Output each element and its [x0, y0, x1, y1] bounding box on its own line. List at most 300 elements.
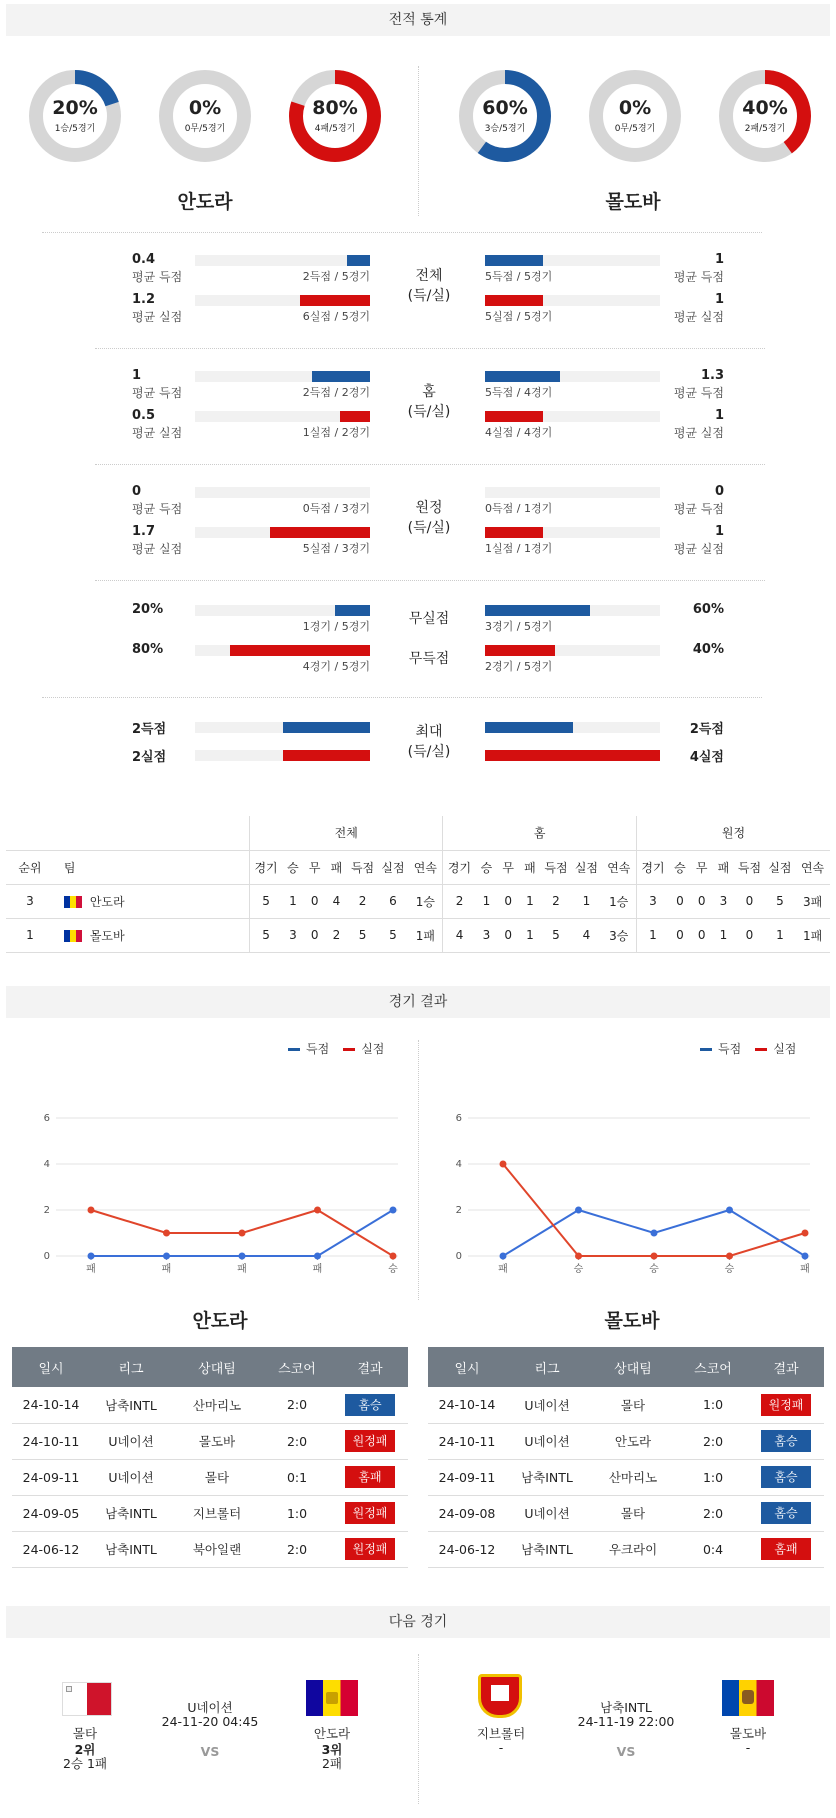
- results-league: 남축INTL: [90, 1387, 172, 1423]
- right-bar-fill: [485, 750, 660, 761]
- standings-cell: 1: [571, 884, 601, 918]
- next-section-title: 다음 경기: [6, 1606, 830, 1638]
- stat-divider: [42, 697, 762, 698]
- right-stat-detail: 0득점 / 1경기: [485, 502, 553, 515]
- standings-cell: 1: [519, 884, 541, 918]
- standings-cell: 1: [476, 884, 498, 918]
- standings-column-header: 연속: [602, 850, 637, 884]
- x-tick-label: 승: [724, 1264, 735, 1275]
- standings-column-header: 경기: [250, 850, 283, 884]
- stat-divider: [95, 348, 765, 349]
- results-date: 24-10-14: [428, 1387, 506, 1423]
- standings-team-name: 안도라: [89, 894, 125, 909]
- next-divider: [418, 1654, 419, 1804]
- malta-flag-icon: [62, 1682, 112, 1716]
- left-stat-value: 1.2: [132, 292, 156, 307]
- left-stat-value: 0.5: [132, 408, 156, 423]
- standings-cell: 6: [378, 884, 408, 918]
- left-stat-value: 1: [132, 368, 142, 383]
- standings-column-header: 승: [476, 850, 498, 884]
- next-home-team: 몰타: [72, 1726, 98, 1741]
- left-stat-detail: 6실점 / 5경기: [302, 310, 370, 323]
- data-point: [88, 1207, 95, 1214]
- right-bar-fill: [485, 371, 560, 382]
- right-stat-label: 평균 득점: [673, 502, 724, 516]
- standings-cell: 3패: [795, 884, 830, 918]
- results-score: 2:0: [262, 1387, 332, 1423]
- standings-cell: 5: [250, 884, 283, 918]
- left-stat-value: 0: [132, 484, 142, 499]
- right-bar-fill: [485, 411, 543, 422]
- chart-team-name: 안도라: [192, 1310, 248, 1332]
- left-max-value: 2실점: [132, 750, 167, 765]
- results-score: 2:0: [262, 1531, 332, 1567]
- x-tick-label: 승: [388, 1264, 398, 1275]
- right-bar-track: [485, 487, 660, 498]
- data-point: [314, 1253, 321, 1260]
- standings-cell: 5: [347, 918, 377, 952]
- right-team-name: 몰도바: [605, 191, 661, 213]
- chart-team-name: 몰도바: [604, 1310, 660, 1332]
- results-outcome: [332, 1387, 408, 1423]
- stat-divider: [95, 580, 765, 581]
- standings-group-header: 홈: [443, 816, 636, 850]
- standings-cell: 1패: [408, 918, 443, 952]
- results-row[interactable]: [12, 1495, 408, 1531]
- results-score: 1:0: [678, 1387, 748, 1423]
- left-clean-detail: 1경기 / 5경기: [302, 620, 370, 633]
- data-point: [575, 1253, 582, 1260]
- right-stat-label: 평균 실점: [673, 542, 724, 556]
- y-tick-label: 0: [43, 1251, 50, 1262]
- results-row[interactable]: [12, 1387, 408, 1423]
- x-tick-label: 승: [573, 1264, 584, 1275]
- left-team-name: 안도라: [177, 191, 233, 213]
- next-home-record: 2승 1패: [62, 1756, 108, 1771]
- left-bar-fill: [283, 722, 371, 733]
- right-bar-fill: [485, 722, 573, 733]
- stat-divider: [42, 232, 762, 233]
- right-max-value: 4실점: [689, 750, 724, 765]
- results-league: 남축INTL: [506, 1531, 588, 1567]
- stat-category-line: 원정: [415, 500, 443, 516]
- result-badge: 홈승: [761, 1502, 811, 1524]
- results-opponent: 몰타: [588, 1387, 678, 1423]
- next-home-team: 지브롤터: [476, 1726, 526, 1741]
- results-column-header: 스코어: [262, 1347, 332, 1387]
- data-point: [500, 1161, 507, 1168]
- team-divider: [418, 66, 419, 216]
- right-results-table: [428, 1347, 824, 1568]
- data-point: [802, 1253, 809, 1260]
- line-chart: [420, 1104, 820, 1294]
- standings-column-header: 득점: [347, 850, 377, 884]
- standings-cell: 1패: [795, 918, 830, 952]
- standings-cell: 0: [669, 884, 691, 918]
- results-outcome: [748, 1459, 824, 1495]
- results-opponent: 몰타: [172, 1459, 262, 1495]
- donut-caption: 0무/5경기: [184, 124, 226, 134]
- left-bar-fill: [270, 527, 370, 538]
- legend-conceded: [755, 1042, 796, 1056]
- donut-percent: 40%: [742, 97, 788, 119]
- standings-cell: 5: [541, 918, 571, 952]
- max-category-line: 최대: [415, 724, 443, 740]
- donut-caption: 0무/5경기: [614, 124, 656, 134]
- left-stat-value: 1.7: [132, 524, 156, 539]
- stat-category: [399, 382, 459, 422]
- results-league: U네이션: [506, 1495, 588, 1531]
- y-tick-label: 6: [455, 1113, 462, 1124]
- left-bar-fill: [340, 411, 370, 422]
- standings-cell: 0: [691, 884, 713, 918]
- y-tick-label: 4: [43, 1159, 50, 1170]
- standings-column-header: 무: [304, 850, 326, 884]
- right-stat-detail: 5득점 / 4경기: [485, 386, 553, 399]
- standings-row: [6, 884, 830, 918]
- standings-team[interactable]: [54, 918, 250, 952]
- left-stat-label: 평균 득점: [132, 502, 183, 516]
- standings-column-header: 실점: [765, 850, 795, 884]
- stat-category: [399, 266, 459, 306]
- next-away-record: -: [745, 1740, 751, 1755]
- x-tick-label: 패: [237, 1264, 247, 1275]
- standings-cell: 5: [378, 918, 408, 952]
- standings-cell: 1: [713, 918, 735, 952]
- results-header-row: [428, 1347, 824, 1387]
- legend-conceded-swatch: [343, 1048, 355, 1051]
- results-row[interactable]: [428, 1495, 824, 1531]
- left-stat-label: 평균 득점: [132, 270, 183, 284]
- results-opponent: 북아일랜: [172, 1531, 262, 1567]
- donut-percent: 60%: [482, 97, 528, 119]
- standings-cell: 5: [250, 918, 283, 952]
- right-stat-label: 평균 실점: [673, 426, 724, 440]
- standings-cell: 0: [734, 884, 764, 918]
- results-date: 24-09-11: [428, 1459, 506, 1495]
- left-stat-detail: 2득점 / 5경기: [302, 270, 370, 283]
- standings-column-header: 실점: [378, 850, 408, 884]
- standings-cell: 0: [691, 918, 713, 952]
- right-stat-value: 1: [714, 292, 724, 307]
- results-row[interactable]: [428, 1459, 824, 1495]
- standings-team-name: 몰도바: [89, 928, 125, 943]
- standings-cell: 0: [669, 918, 691, 952]
- y-tick-label: 2: [455, 1205, 462, 1216]
- standings-cell: 2: [541, 884, 571, 918]
- left-stat-detail: 1실점 / 2경기: [302, 426, 370, 439]
- results-outcome: [748, 1531, 824, 1567]
- right-stat-detail: 4실점 / 4경기: [485, 426, 553, 439]
- left-bar-fill: [312, 371, 370, 382]
- right-stat-label: 평균 실점: [673, 310, 724, 324]
- standings-cell: 4: [571, 918, 601, 952]
- right-stat-label: 평균 득점: [673, 386, 724, 400]
- results-column-header: 일시: [12, 1347, 90, 1387]
- data-point: [802, 1230, 809, 1237]
- right-clean-value: 40%: [692, 642, 724, 657]
- stat-category-line: (득/실): [407, 404, 451, 420]
- results-row[interactable]: [12, 1459, 408, 1495]
- results-outcome: [748, 1423, 824, 1459]
- data-point: [390, 1253, 397, 1260]
- results-league: U네이션: [90, 1423, 172, 1459]
- results-league: 남축INTL: [90, 1495, 172, 1531]
- results-column-header: 일시: [428, 1347, 506, 1387]
- left-stat-label: 평균 실점: [132, 542, 183, 556]
- left-bar-track: [195, 255, 370, 266]
- results-score: 0:1: [262, 1459, 332, 1495]
- results-outcome: [748, 1387, 824, 1423]
- standings-cell: 3: [636, 884, 669, 918]
- left-stat-value: 0.4: [132, 252, 156, 267]
- right-bar-fill: [485, 295, 543, 306]
- next-league: 남축INTL: [600, 1700, 652, 1715]
- result-badge: 홈승: [761, 1466, 811, 1488]
- stat-category-line: 홈: [422, 384, 436, 400]
- results-opponent: 산마리노: [172, 1387, 262, 1423]
- results-date: 24-10-11: [428, 1423, 506, 1459]
- results-column-header: 결과: [332, 1347, 408, 1387]
- donut-chart: [288, 69, 382, 163]
- moldova-eagle-icon: [742, 1690, 754, 1704]
- donut-percent: 0%: [188, 97, 222, 119]
- malta-cross-icon: [66, 1686, 72, 1692]
- standings-column-header: 연속: [795, 850, 830, 884]
- y-tick-label: 4: [455, 1159, 462, 1170]
- next-vs: VS: [616, 1744, 636, 1759]
- right-clean-detail: 2경기 / 5경기: [485, 660, 553, 673]
- results-column-header: 리그: [90, 1347, 172, 1387]
- result-badge: 홈패: [345, 1466, 395, 1488]
- data-point: [163, 1230, 170, 1237]
- standings-cell: 1: [765, 918, 795, 952]
- legend-scored-label: 득점: [306, 1042, 330, 1056]
- data-point: [726, 1253, 733, 1260]
- results-league: U네이션: [90, 1459, 172, 1495]
- right-stat-detail: 5실점 / 5경기: [485, 310, 553, 323]
- next-away-rank: 3위: [321, 1742, 343, 1757]
- results-date: 24-06-12: [428, 1531, 506, 1567]
- standings-column-header: 패: [519, 850, 541, 884]
- results-row[interactable]: [12, 1423, 408, 1459]
- results-score: 1:0: [678, 1459, 748, 1495]
- next-home-record: -: [498, 1740, 504, 1755]
- max-category: [399, 722, 459, 762]
- standings-row: [6, 918, 830, 952]
- donut-percent: 80%: [312, 97, 358, 119]
- standings-cell: 0: [734, 918, 764, 952]
- data-point: [163, 1253, 170, 1260]
- left-stat-label: 평균 실점: [132, 426, 183, 440]
- results-row[interactable]: [428, 1387, 824, 1423]
- results-score: 2:0: [678, 1495, 748, 1531]
- left-stat-label: 평균 득점: [132, 386, 183, 400]
- next-datetime: 24-11-20 04:45: [161, 1714, 259, 1729]
- right-max-value: 2득점: [689, 722, 724, 737]
- left-bar-fill: [347, 255, 370, 266]
- data-point: [239, 1230, 246, 1237]
- standings-cell: 1: [282, 884, 304, 918]
- right-stat-label: 평균 득점: [673, 270, 724, 284]
- data-point: [500, 1253, 507, 1260]
- donut-caption: 1승/5경기: [54, 124, 96, 134]
- data-point: [651, 1230, 658, 1237]
- donut-percent: 20%: [52, 97, 98, 119]
- x-tick-label: 패: [161, 1264, 172, 1275]
- results-opponent: 몰도바: [172, 1423, 262, 1459]
- andorra-crest-icon: [326, 1692, 338, 1704]
- next-league: U네이션: [187, 1700, 233, 1715]
- right-stat-value: 1: [714, 408, 724, 423]
- right-stat-value: 1.3: [700, 368, 724, 383]
- results-row[interactable]: [12, 1531, 408, 1567]
- clean-category: 무득점: [408, 651, 450, 667]
- left-clean-value: 20%: [132, 602, 164, 617]
- donut-chart: [28, 69, 122, 163]
- left-stat-detail: 0득점 / 3경기: [302, 502, 370, 515]
- line-chart: [8, 1104, 408, 1294]
- right-bar-fill: [485, 527, 543, 538]
- results-date: 24-10-14: [12, 1387, 90, 1423]
- results-league: 남축INTL: [90, 1531, 172, 1567]
- standings-cell: 2: [326, 918, 348, 952]
- results-outcome: [748, 1495, 824, 1531]
- standings-team[interactable]: [54, 884, 250, 918]
- next-away-record: 2패: [321, 1756, 343, 1771]
- results-score: 1:0: [262, 1495, 332, 1531]
- right-stat-value: 0: [714, 484, 724, 499]
- data-point: [726, 1207, 733, 1214]
- standings-column-header: 무: [691, 850, 713, 884]
- left-results-table: [12, 1347, 408, 1568]
- result-badge: 원정패: [345, 1502, 395, 1524]
- results-date: 24-09-08: [428, 1495, 506, 1531]
- standings-cell: 4: [326, 884, 348, 918]
- standings-group-header: 원정: [636, 816, 830, 850]
- stat-divider: [95, 464, 765, 465]
- left-clean-value: 80%: [132, 642, 164, 657]
- left-bar-fill: [230, 645, 370, 656]
- x-tick-label: 패: [800, 1264, 810, 1275]
- next-vs: VS: [200, 1744, 220, 1759]
- moldova-flag-icon: [64, 930, 82, 942]
- results-league: U네이션: [506, 1387, 588, 1423]
- donut-chart: [158, 69, 252, 163]
- andorra-flag-icon: [64, 896, 82, 908]
- standings-column-header: 무: [497, 850, 519, 884]
- standings-cell: 1승: [408, 884, 443, 918]
- data-point: [575, 1207, 582, 1214]
- results-opponent: 우크라이: [588, 1531, 678, 1567]
- legend-conceded-swatch: [755, 1048, 767, 1051]
- standings-cell: 0: [497, 884, 519, 918]
- results-outcome: [332, 1531, 408, 1567]
- standings-column-header: 경기: [636, 850, 669, 884]
- results-date: 24-09-11: [12, 1459, 90, 1495]
- results-outcome: [332, 1495, 408, 1531]
- results-row[interactable]: [428, 1423, 824, 1459]
- standings-group-row: [6, 816, 830, 850]
- standings-header-row: [6, 850, 830, 884]
- standings-cell: 1승: [602, 884, 637, 918]
- data-point: [651, 1253, 658, 1260]
- x-tick-label: 패: [312, 1264, 323, 1275]
- donut-chart: [588, 69, 682, 163]
- standings-column-header: 팀: [54, 850, 250, 884]
- next-away-team: 안도라: [313, 1726, 351, 1741]
- result-badge: 홈승: [761, 1430, 811, 1452]
- standings-column-header: 경기: [443, 850, 476, 884]
- results-score: 2:0: [262, 1423, 332, 1459]
- donut-caption: 4패/5경기: [314, 124, 356, 134]
- standings-cell: 3: [713, 884, 735, 918]
- stats-section-title: 전적 통계: [6, 4, 830, 36]
- standings-rank: 3: [6, 884, 54, 918]
- results-league: U네이션: [506, 1423, 588, 1459]
- results-opponent: 산마리노: [588, 1459, 678, 1495]
- legend-scored: [700, 1042, 755, 1056]
- standings-column-header: 득점: [734, 850, 764, 884]
- charts-divider: [418, 1040, 419, 1300]
- result-badge: 홈패: [761, 1538, 811, 1560]
- right-bar-fill: [485, 605, 590, 616]
- left-max-value: 2득점: [132, 722, 167, 737]
- standings-cell: 3: [476, 918, 498, 952]
- results-section-title: 경기 결과: [6, 986, 830, 1018]
- standings-cell: 1: [519, 918, 541, 952]
- results-score: 2:0: [678, 1423, 748, 1459]
- x-tick-label: 패: [86, 1264, 96, 1275]
- left-stat-label: 평균 실점: [132, 310, 183, 324]
- right-stat-detail: 1실점 / 1경기: [485, 542, 553, 555]
- standings-column-header: 득점: [541, 850, 571, 884]
- y-tick-label: 0: [455, 1251, 462, 1262]
- standings-column-header: 순위: [6, 850, 54, 884]
- standings-column-header: 승: [282, 850, 304, 884]
- data-point: [390, 1207, 397, 1214]
- stat-category-line: 전체: [415, 268, 443, 284]
- standings-column-header: 패: [326, 850, 348, 884]
- results-date: 24-09-05: [12, 1495, 90, 1531]
- right-stat-detail: 5득점 / 5경기: [485, 270, 553, 283]
- donut-caption: 2패/5경기: [744, 124, 786, 134]
- right-bar-fill: [485, 255, 543, 266]
- results-column-header: 상대팀: [172, 1347, 262, 1387]
- right-clean-value: 60%: [692, 602, 724, 617]
- results-date: 24-06-12: [12, 1531, 90, 1567]
- standings-cell: 0: [304, 918, 326, 952]
- results-column-header: 결과: [748, 1347, 824, 1387]
- next-away-team: 몰도바: [729, 1726, 767, 1741]
- stat-category-line: (득/실): [407, 288, 451, 304]
- donut-chart: [718, 69, 812, 163]
- donut-percent: 0%: [618, 97, 652, 119]
- y-tick-label: 6: [43, 1113, 50, 1124]
- right-stat-value: 1: [714, 524, 724, 539]
- stat-category-line: (득/실): [407, 520, 451, 536]
- data-point: [314, 1207, 321, 1214]
- x-tick-label: 승: [649, 1264, 659, 1275]
- results-date: 24-10-11: [12, 1423, 90, 1459]
- results-column-header: 스코어: [678, 1347, 748, 1387]
- results-row[interactable]: [428, 1531, 824, 1567]
- result-badge: 원정패: [345, 1430, 395, 1452]
- standings-cell: 2: [443, 884, 476, 918]
- results-score: 0:4: [678, 1531, 748, 1567]
- result-badge: 원정패: [345, 1538, 395, 1560]
- results-opponent: 안도라: [588, 1423, 678, 1459]
